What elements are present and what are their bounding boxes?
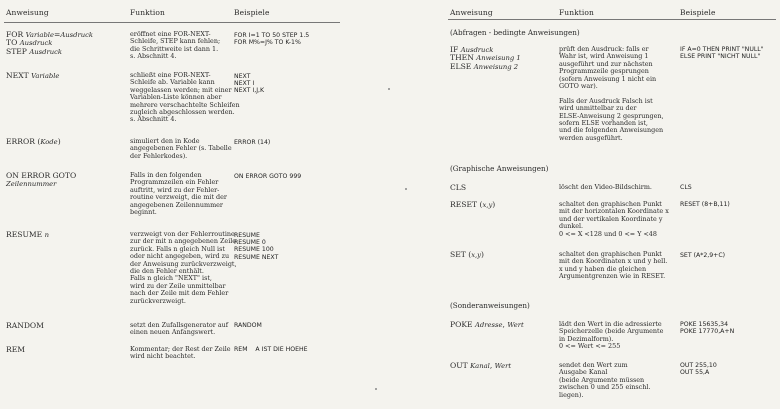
scan-speck bbox=[375, 388, 377, 390]
cmd-poke: POKE Adresse, Wert bbox=[450, 320, 524, 329]
right-header-funktion: Funktion bbox=[559, 8, 594, 17]
example-rem: REM A IST DIE HOEHE bbox=[234, 346, 308, 353]
desc-error: simuliert den in Kode angegebenen Fehler (s. Tabelle der Fehlerkodes). bbox=[130, 137, 232, 160]
desc-poke: lädt den Wert in die adressierte Speicherzelle (beide Argumente in Dezimalform). 0 <= Wert <= 255 bbox=[559, 320, 664, 351]
cmd-error: ERROR (Kode) bbox=[6, 137, 61, 146]
cmd-next: NEXT Variable bbox=[6, 71, 60, 80]
cmd-on-error-goto: ON ERROR GOTO Zeilennummer bbox=[6, 171, 77, 189]
example-for: FOR I=1 TO 50 STEP 1.5 FOR M%=J% TO K-1% bbox=[234, 32, 310, 47]
example-resume: RESUME RESUME 0 RESUME 100 RESUME NEXT bbox=[234, 232, 279, 261]
example-poke: POKE 15635,34 POKE 17770,A+N bbox=[680, 321, 735, 336]
section-graphics: (Graphische Anweisungen) bbox=[450, 164, 549, 173]
desc-set: schaltet den graphischen Punkt mit den Koordinaten x und y hell. x und y haben die gleichen Argumentgrenzen wie in RESET. bbox=[559, 250, 668, 281]
example-reset: RESET (8+B,11) bbox=[680, 201, 730, 208]
cmd-set: SET (x,y) bbox=[450, 250, 484, 259]
desc-resume: verzweigt von der Fehlerroutine zur der mit n angegebenen Zeile zurück. Falls n gleich Null ist oder nicht angegeben, wird zu der Anweisung zurückverzweigt, die den Fehler enthält. Falls n gleich "NEXT" ist, wird zu der Zeile unmittelbar nach der Zeile mit dem Fehler zurückverzweigt. bbox=[130, 230, 237, 305]
desc-on-error-goto: Falls in den folgenden Programmzeilen ein Fehler auftritt, wird zu der Fehler- routine verzweigt, die mit der angegebenen Zeilennummer beginnt. bbox=[130, 171, 227, 217]
section-conditional: (Abfragen - bedingte Anweisungen) bbox=[450, 28, 580, 37]
cmd-for: FOR Variable=Ausdruck TO Ausdruck STEP Ausdruck bbox=[6, 30, 94, 56]
example-error: ERROR (14) bbox=[234, 139, 271, 146]
section-special: (Sonderanweisungen) bbox=[450, 301, 530, 310]
desc-next: schließt eine FOR-NEXT- Schleife ab. Variable kann weggelassen werden; mit einer Variablen-Liste können aber mehrere verschachtelte Schleifen zugleich abgeschlossen werden. s. Abschnitt 4. bbox=[130, 71, 240, 124]
cmd-out: OUT Kanal, Wert bbox=[450, 361, 512, 370]
desc-out: sendet den Wert zum Ausgabe Kanal (beide Argumente müssen zwischen 0 und 255 einschl. liegen). bbox=[559, 361, 651, 399]
example-cls: CLS bbox=[680, 184, 692, 191]
cmd-rem: REM bbox=[6, 345, 26, 354]
scan-speck bbox=[388, 88, 390, 90]
example-out: OUT 255,10 OUT 55,A bbox=[680, 362, 717, 377]
desc-rem: Kommentar; der Rest der Zeile wird nicht beachtet. bbox=[130, 345, 231, 361]
cmd-resume: RESUME n bbox=[6, 230, 49, 239]
cmd-cls: CLS bbox=[450, 183, 467, 192]
example-random: RANDOM bbox=[234, 322, 262, 329]
left-header-funktion: Funktion bbox=[130, 8, 165, 17]
desc-for: eröffnet eine FOR-NEXT- Schleife, STEP kann fehlen; die Schrittweite ist dann 1. s. Abschnitt 4. bbox=[130, 30, 221, 61]
left-header-anweisung: Anweisung bbox=[6, 8, 49, 17]
desc-if: prüft den Ausdruck: falls er Wahr ist, wird Anweisung 1 ausgeführt und zur nächsten Programmzeile gesprungen (sofern Anweisung 1 nicht ein GOTO war). Falls der Ausdruck Falsch ist wird unmittelbar zu der ELSE-Anweisung 2 gesprungen, sofern ELSE vorhanden ist, und die folgenden Anweisungen werden ausgeführt. bbox=[559, 45, 664, 142]
cmd-random: RANDOM bbox=[6, 321, 44, 330]
example-on-error-goto: ON ERROR GOTO 999 bbox=[234, 173, 302, 180]
scan-speck bbox=[405, 188, 407, 190]
cmd-reset: RESET (x,y) bbox=[450, 200, 496, 209]
example-next: NEXT NEXT I NEXT I,J,K bbox=[234, 73, 265, 95]
left-header-rule bbox=[4, 22, 340, 23]
desc-cls: löscht den Video-Bildschirm. bbox=[559, 183, 652, 191]
right-header-beispiele: Beispiele bbox=[680, 8, 716, 17]
left-header-beispiele: Beispiele bbox=[234, 8, 270, 17]
cmd-if: IF Ausdruck THEN Anweisung 1 ELSE Anweisung 2 bbox=[450, 45, 521, 71]
example-set: SET (A*2,9+C) bbox=[680, 252, 726, 259]
right-header-rule bbox=[448, 19, 776, 20]
example-if: IF A=0 THEN PRINT "NULL" ELSE PRINT "NICHT NULL" bbox=[680, 46, 764, 61]
desc-random: setzt den Zufallsgenerator auf einen neuen Anfangswert. bbox=[130, 321, 229, 337]
right-header-anweisung: Anweisung bbox=[450, 8, 493, 17]
desc-reset: schaltet den graphischen Punkt mit der horizontalen Koordinate x und der vertikalen Koordinate y dunkel. 0 <= X <128 und 0 <= Y <48 bbox=[559, 200, 669, 238]
